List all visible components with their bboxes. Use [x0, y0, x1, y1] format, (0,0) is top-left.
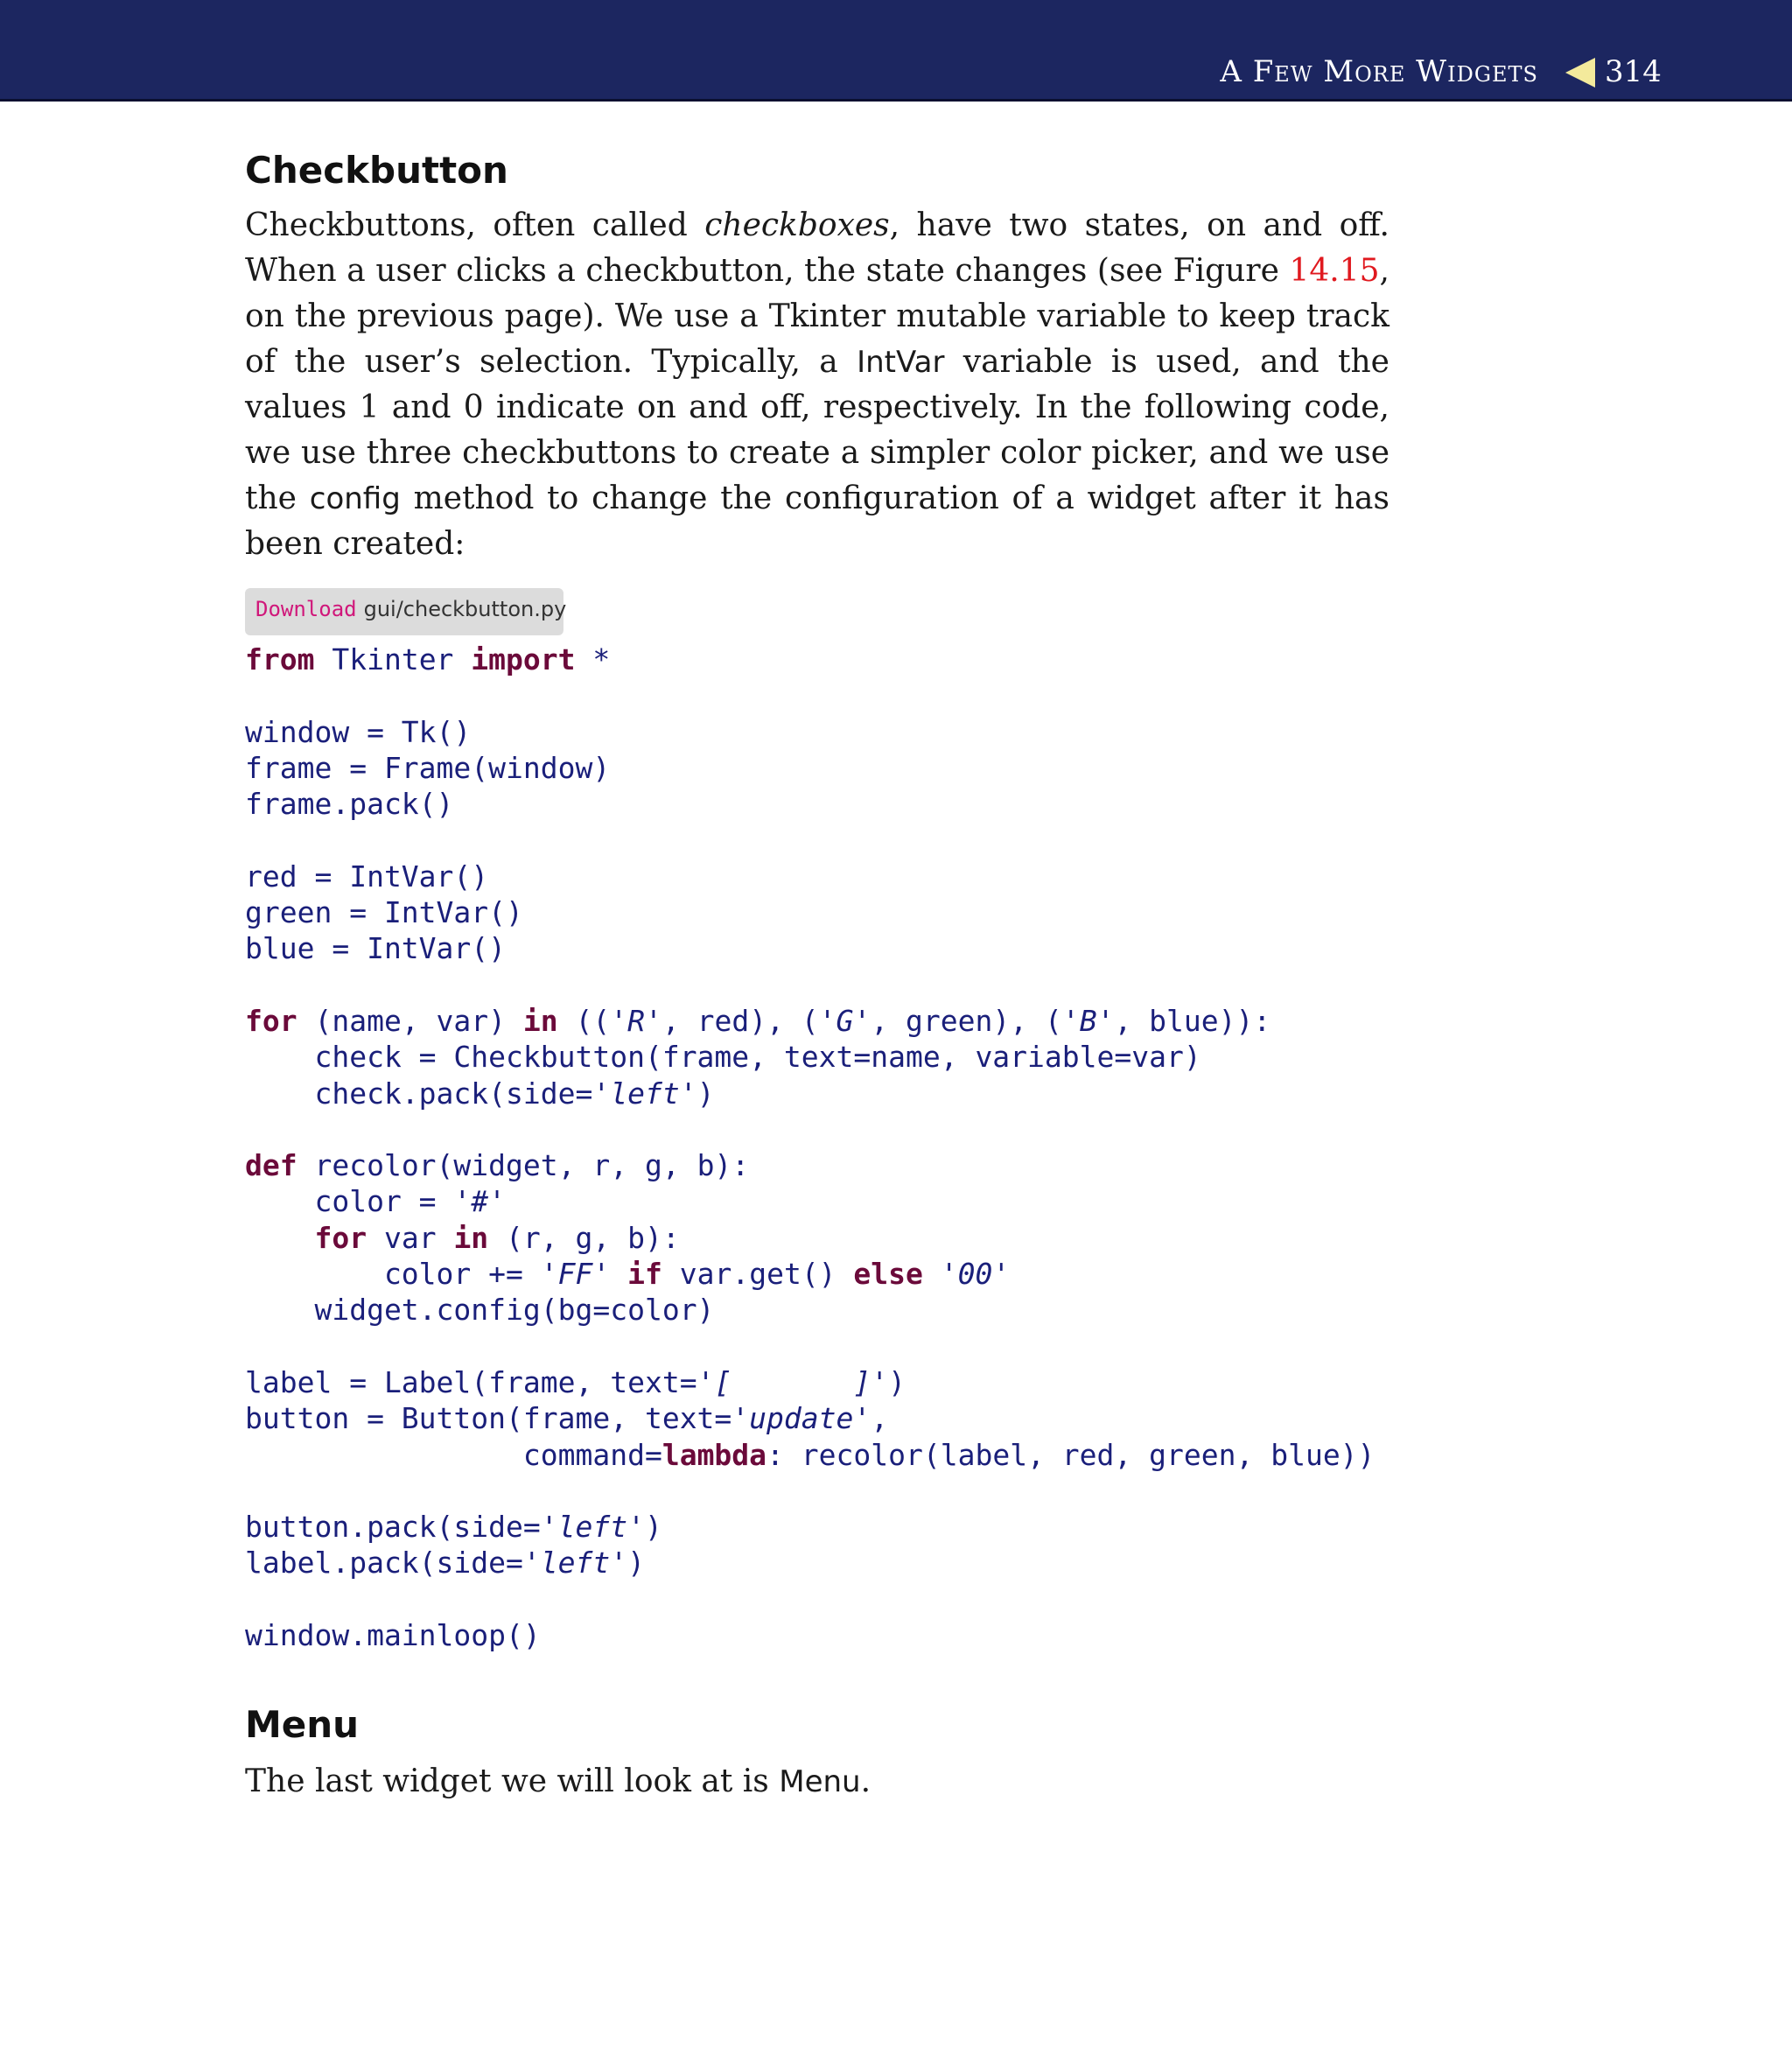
- string-literal: '#': [453, 1184, 507, 1219]
- section-heading-menu: Menu: [245, 1703, 360, 1746]
- inline-code-intvar: IntVar: [857, 345, 945, 380]
- string-literal: 'B': [1061, 1003, 1115, 1038]
- download-file-path: gui/checkbutton.py: [363, 597, 567, 621]
- code-text: , blue)): check = Checkbutton(frame, text=name, variable=var) check.pack(side=: [314, 1003, 1271, 1111]
- code-text: ((: [557, 1003, 611, 1038]
- text-run: .: [860, 1763, 872, 1799]
- keyword: import: [471, 642, 576, 676]
- keyword: from: [245, 642, 315, 676]
- section-heading-checkbutton: Checkbutton: [245, 149, 508, 192]
- code-text: ): [696, 1076, 715, 1111]
- menu-paragraph: [245, 1759, 1390, 1805]
- code-text: var: [367, 1220, 454, 1255]
- code-text: recolor(widget, r, g, b): color =: [314, 1148, 750, 1219]
- checkbutton-paragraph: [245, 203, 1390, 567]
- code-text: ) label.pack(side=: [245, 1510, 662, 1581]
- string-literal: 'R': [610, 1003, 662, 1038]
- text-run: The last widget we will look at is: [245, 1763, 780, 1799]
- code-text: var.get(): [662, 1257, 854, 1292]
- code-text: [245, 1221, 314, 1255]
- keyword: lambda: [662, 1437, 767, 1472]
- string-literal: '[ ]': [696, 1364, 889, 1399]
- keyword: for: [314, 1220, 368, 1255]
- code-text: Tkinter: [314, 642, 472, 676]
- code-listing: [245, 641, 1375, 1653]
- page-number: 314: [1605, 54, 1662, 89]
- string-literal: 'FF': [540, 1257, 611, 1292]
- figure-reference-link[interactable]: 14.15: [1289, 253, 1380, 289]
- text-run: , have two states, on and off. When a user clicks a checkbutton, the state changes (see Figure: [245, 207, 1390, 289]
- code-text: [610, 1257, 627, 1291]
- code-text: [923, 1257, 941, 1291]
- code-text: widget.config(bg=color) label = Label(frame, text=: [245, 1293, 715, 1399]
- string-literal: 'update': [732, 1401, 872, 1436]
- chapter-title: A Few More Widgets: [1220, 54, 1538, 89]
- string-literal: 'G': [818, 1003, 872, 1038]
- download-tag: [245, 588, 567, 635]
- keyword: for: [245, 1003, 298, 1038]
- string-literal: 'left': [592, 1076, 697, 1111]
- code-text: : recolor(label, red, green, blue)) button.pack(side=: [245, 1437, 1376, 1545]
- string-literal: 'left': [522, 1546, 628, 1581]
- running-header: [0, 0, 1792, 102]
- code-text: (name, var): [297, 1003, 523, 1038]
- text-run: variable is used, and the values 1 and 0 indicate on and off, respectively. In the following code, we use three checkbuttons to create a simpler color picker, and we use the: [245, 344, 1390, 516]
- code-text: , green), (: [871, 1003, 1062, 1038]
- text-run: , on the previous page). We use a Tkinter mutable variable to keep track of the user’s selection. Typically, a: [245, 253, 1390, 380]
- emphasis-checkboxes: checkboxes: [704, 207, 890, 243]
- text-run: Checkbuttons, often called: [245, 207, 705, 243]
- code-text: ) window.mainloop(): [245, 1546, 645, 1653]
- code-text: (r, g, b): color +=: [383, 1220, 680, 1292]
- keyword: in: [522, 1003, 558, 1038]
- keyword: if: [627, 1257, 662, 1292]
- string-literal: 'left': [540, 1510, 645, 1545]
- code-text: , command=: [522, 1401, 889, 1472]
- inline-code-config: config: [309, 481, 401, 516]
- keyword: def: [245, 1148, 298, 1183]
- string-literal: '00': [940, 1257, 1011, 1292]
- code-text: * window = Tk() frame = Frame(window) frame.pack() red = IntVar() green = IntVar() blue = IntVar(): [245, 642, 611, 966]
- keyword: else: [853, 1257, 923, 1292]
- text-run: method to change the configuration of a widget after it has been created:: [245, 480, 1390, 562]
- previous-page-arrow-icon[interactable]: [1565, 58, 1595, 88]
- download-link[interactable]: Download: [256, 597, 357, 621]
- inline-code-menu: Menu: [779, 1764, 861, 1799]
- code-text: , red), (: [662, 1003, 819, 1038]
- keyword: in: [453, 1220, 489, 1255]
- code-text: ) button = Button(frame, text=: [245, 1364, 906, 1436]
